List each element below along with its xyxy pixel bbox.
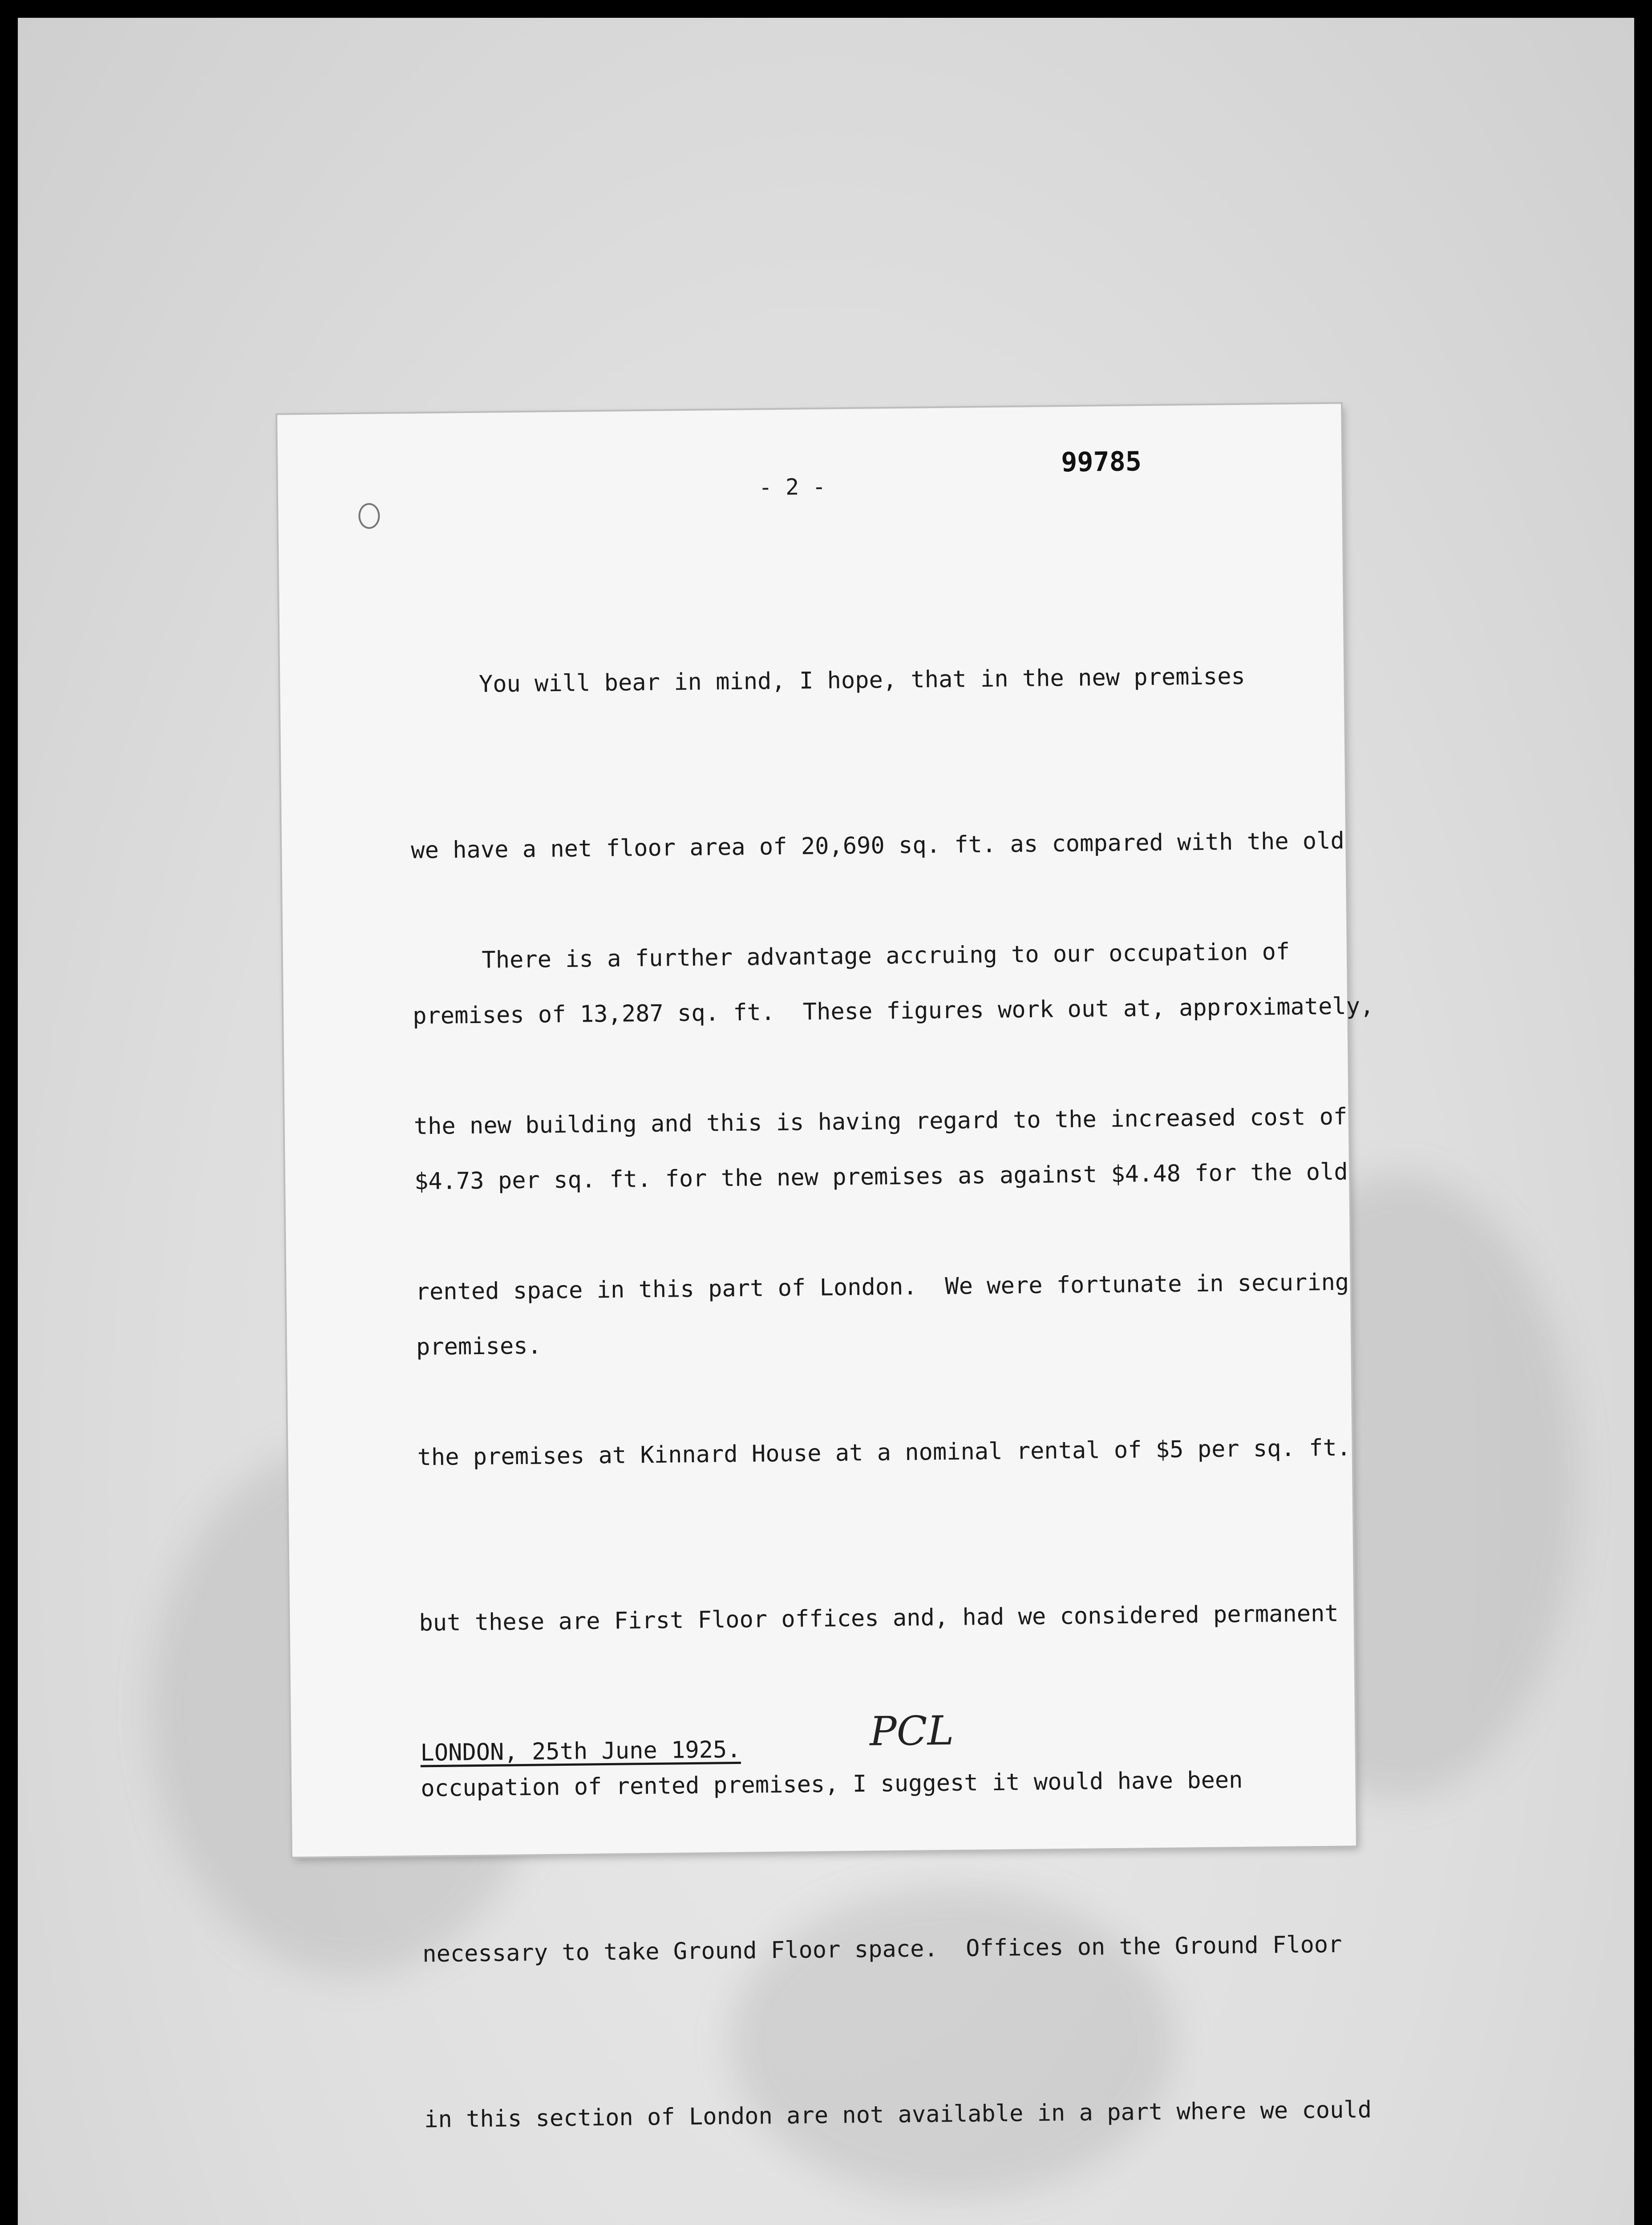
paragraph-2 (411, 813, 1374, 2225)
text-line: in this section of London are not available in a part where we could (424, 2096, 1372, 2133)
document-number: 99785 (1061, 446, 1142, 478)
letter-page (277, 404, 1374, 2133)
page-number: - 2 - (758, 473, 826, 501)
text-line: the premises at Kinnard House at a nominal rental of $5 per sq. ft. (417, 1434, 1351, 1471)
text-line: There is a further advantage accruing to our occupation of (412, 938, 1290, 975)
text-line: $4.73 per sq. ft. for the new premises as against $4.48 for the old (414, 1158, 1348, 1195)
text-line: rented space in this part of London. We were fortunate in securing (415, 1269, 1349, 1306)
handwritten-initials: PCL (869, 1707, 954, 1755)
text-line: but these are First Floor offices and, had we considered permanent (419, 1600, 1339, 1637)
text-line: You will bear in mind, I hope, that in the new premises (409, 663, 1246, 699)
text-line: premises. (416, 1332, 542, 1361)
text-line: necessary to take Ground Floor space. Offices on the Ground Floor (422, 1931, 1342, 1968)
text-line: occupation of rented premises, I suggest it would have been (421, 1767, 1243, 1802)
punch-hole-mark (358, 503, 380, 529)
place-date-line: LONDON, 25th June 1925. (420, 1736, 741, 1767)
text-line: we have a net floor area of 20,690 sq. ft. as compared with the old (411, 827, 1345, 864)
text-line: premises of 13,287 sq. ft. These figures work out at, approximately, (412, 992, 1374, 1030)
text-line: the new building and this is having regard to the increased cost of (413, 1103, 1348, 1140)
microfilm-frame (18, 18, 1634, 2225)
